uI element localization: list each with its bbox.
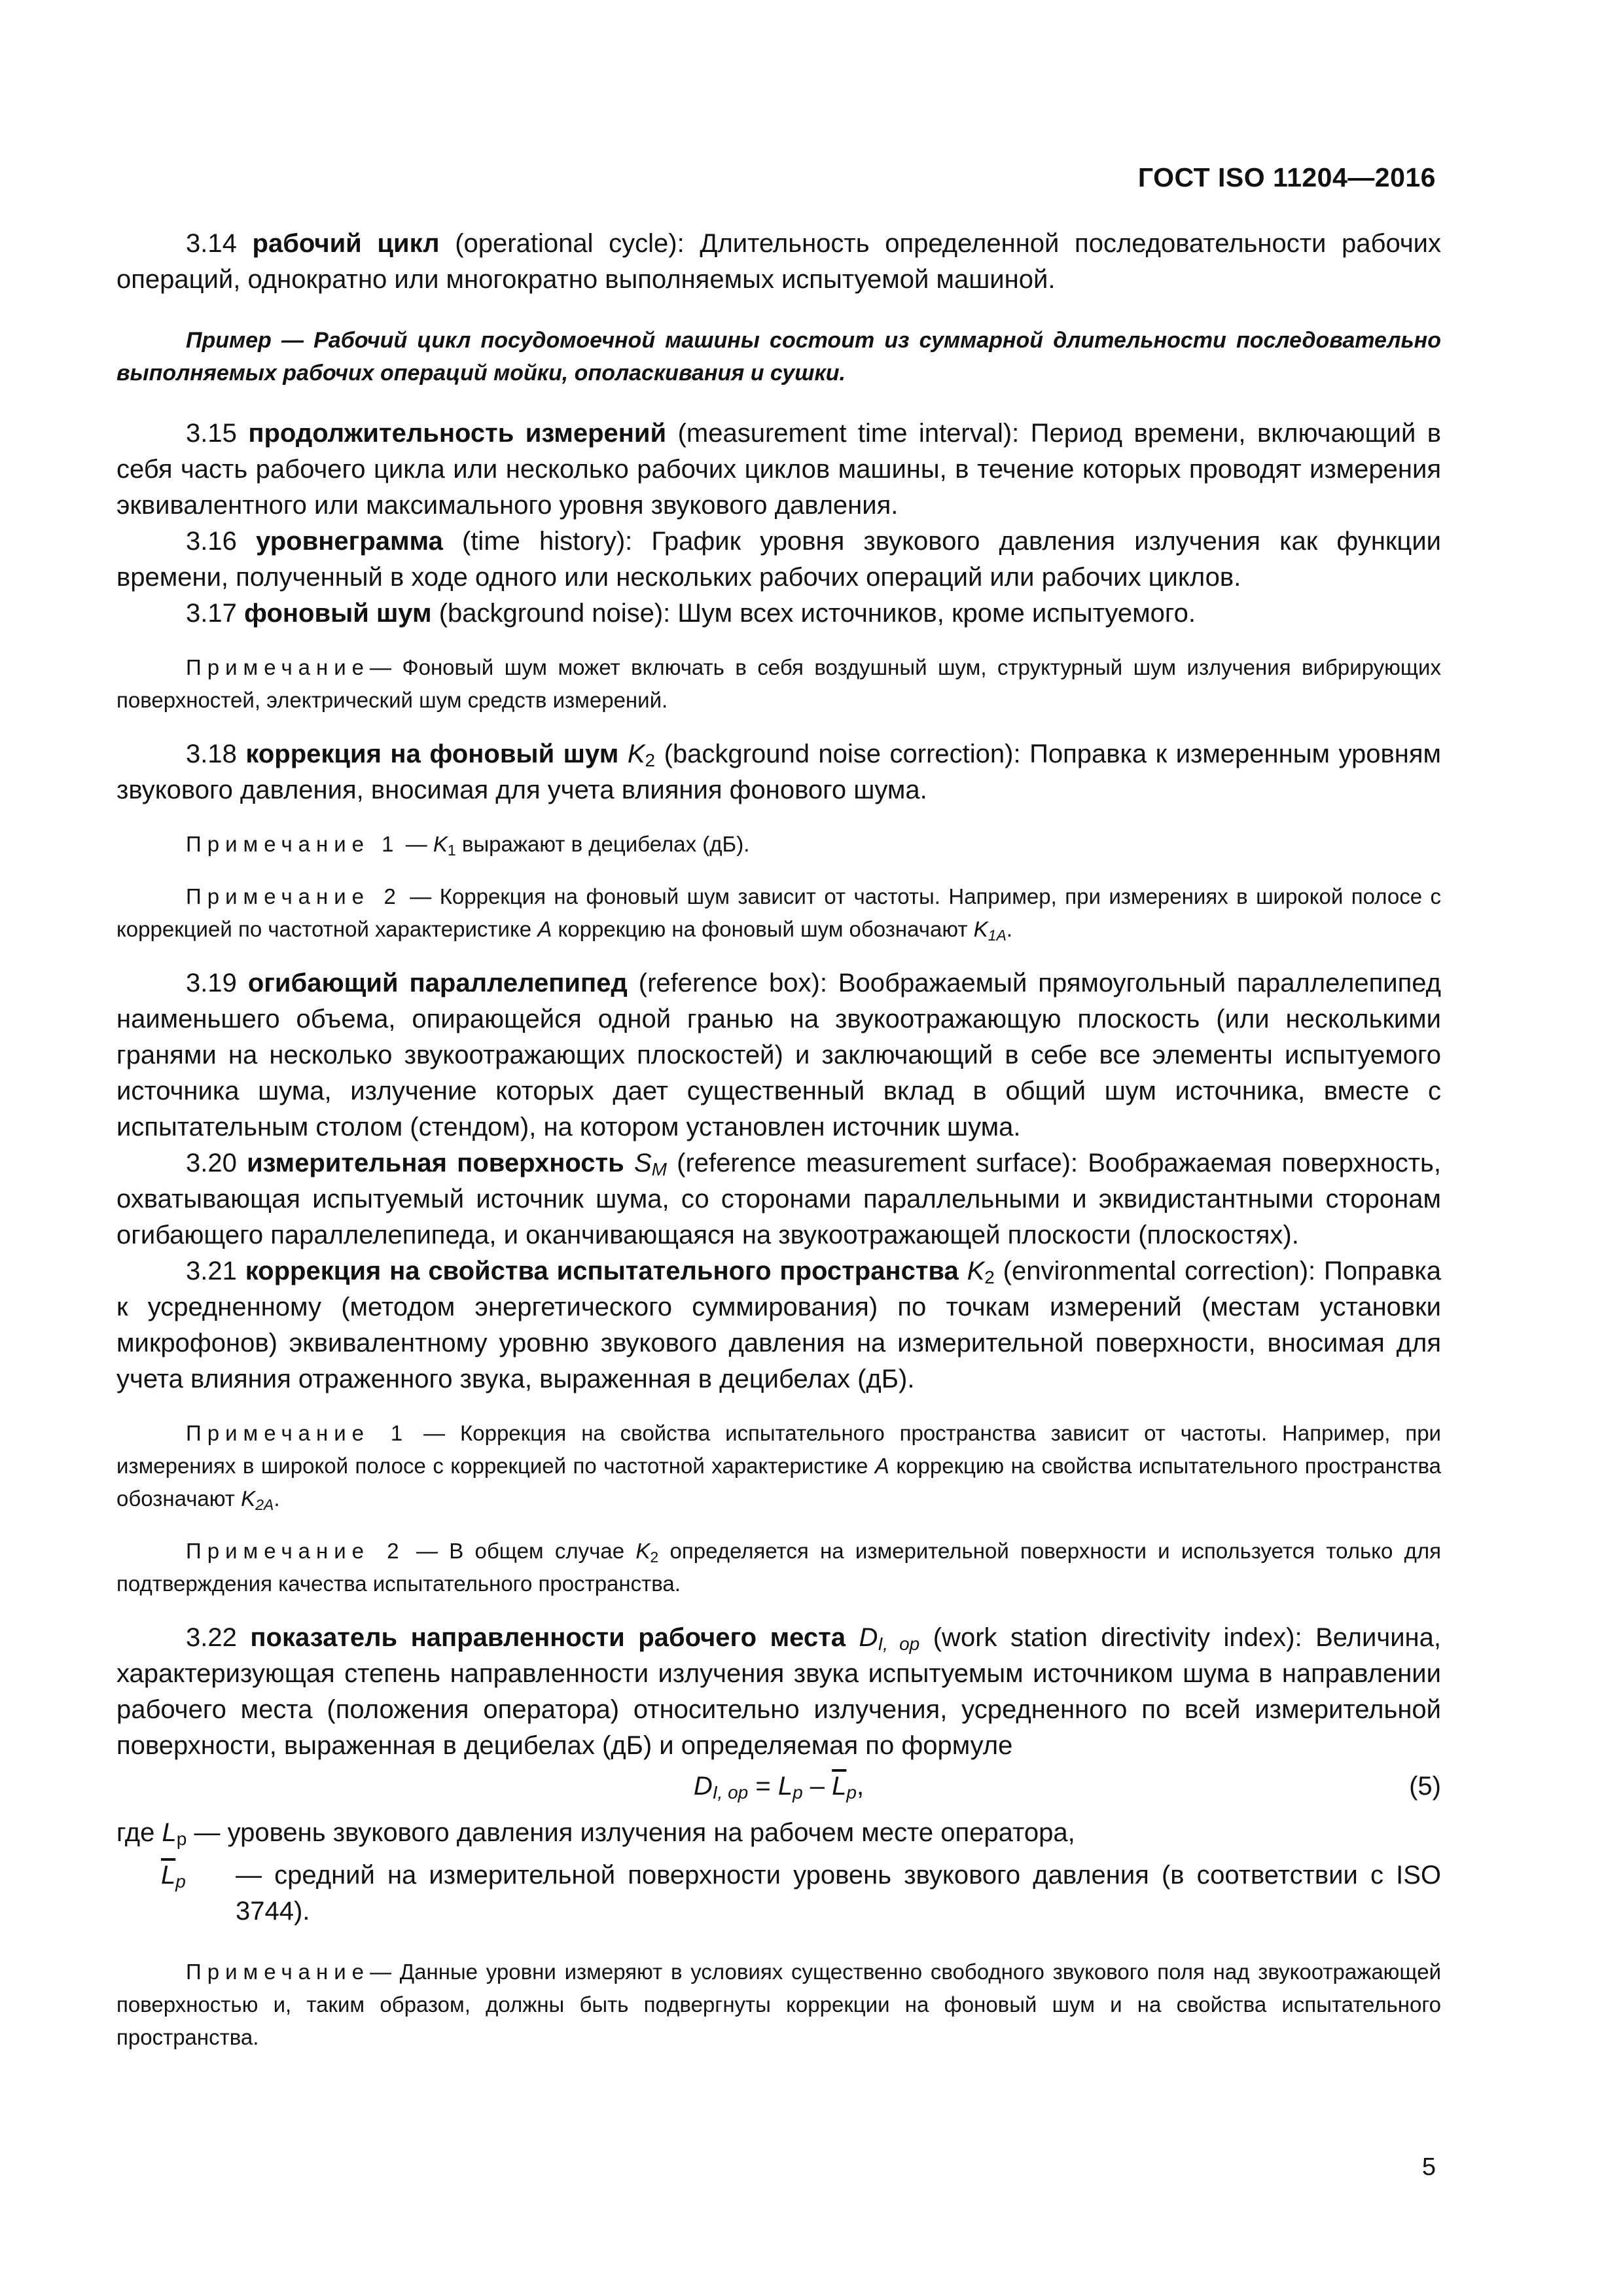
- symbol-subscript: 2: [650, 1549, 659, 1566]
- clause-term: показатель направленности рабочего места: [250, 1623, 846, 1652]
- clause-text: (environmental correction): Поправка к усредненному (методом энергетического суммирования) по точкам измерений (местам установки микрофонов) эквивалентному уровню звукового давления на измерительной поверхности, вносимая для учета влияния отраженного звука, выраженная в децибелах (дБ).: [116, 1257, 1441, 1393]
- formula-subscript: p: [846, 1782, 857, 1803]
- formula-symbol: $\overline{L}$: [161, 1861, 176, 1890]
- note-label: Примечание 2: [186, 1539, 405, 1563]
- symbol-subscript: 2: [984, 1267, 995, 1287]
- clause-3-16: [116, 524, 1441, 596]
- where-prefix: где: [116, 1818, 155, 1847]
- clause-text: (operational cycle): Длительность определенной последовательности рабочих операций, однократно или многократно выполняемых испытуемой машиной.: [116, 229, 1441, 294]
- symbol: K: [973, 917, 988, 941]
- clause-term: огибающий параллелепипед: [247, 969, 628, 997]
- note-text: — В общем случае: [416, 1539, 625, 1563]
- note-text: .: [1006, 917, 1013, 941]
- clause-number: 3.19: [186, 969, 237, 997]
- clause-term: фоновый шум: [243, 599, 432, 628]
- formula-operator: –: [802, 1772, 832, 1801]
- note-text: выражают в децибелах (дБ).: [461, 832, 750, 856]
- clause-number: 3.15: [186, 419, 237, 448]
- clause-text: (work station directivity index): Величина, характеризующая степень направленности излучения звука испытуемым источником шума в направлении рабочего места (положения оператора) относительно излучения, усредненного по всей измерительной поверхности, выраженная в децибелах (дБ) и определяемая по формуле: [116, 1623, 1442, 1760]
- formula-subscript: p: [175, 1871, 186, 1892]
- symbol-subscript: 1A: [988, 927, 1007, 944]
- symbol: A: [537, 917, 552, 941]
- clause-term: рабочий цикл: [252, 229, 440, 258]
- note-text: коррекцию на фоновый шум обозначают: [558, 917, 968, 941]
- clause-number: 3.21: [186, 1257, 237, 1285]
- formula-symbol: D: [693, 1772, 713, 1801]
- where-description: — средний на измерительной поверхности уровень звукового давления (в соответствии с ISO 3744).: [236, 1861, 1441, 1926]
- clause-3-20: [116, 1145, 1441, 1253]
- symbol: D: [859, 1623, 878, 1652]
- note-3-17: [116, 651, 1441, 717]
- clause-term: продолжительность измерений: [248, 419, 667, 448]
- formula-number: (5): [1409, 1772, 1441, 1801]
- clause-3-19: [116, 965, 1441, 1145]
- where-description: — уровень звукового давления излучения на рабочем месте оператора,: [194, 1818, 1075, 1847]
- formula-subscript: p: [793, 1782, 803, 1803]
- symbol: K: [627, 740, 645, 768]
- formula-symbol: L: [777, 1772, 793, 1801]
- clause-text: (background noise): Шум всех источников, кроме испытуемого.: [438, 599, 1196, 628]
- note-label: Примечание 1: [186, 1421, 409, 1445]
- clause-number: 3.20: [186, 1149, 237, 1177]
- symbol: A: [874, 1454, 889, 1478]
- clause-text: (measurement time interval): Период времени, включающий в себя часть рабочего цикла или несколько рабочих циклов машины, в течение которых проводят измерения эквивалентного или максимального уровня звукового давления.: [116, 419, 1441, 520]
- note-text: определяется на измерительной поверхности и используется только для подтверждения качества испытательного пространства.: [116, 1539, 1441, 1596]
- clause-text: (time history): График уровня звукового давления излучения как функции времени, полученный в ходе одного или нескольких рабочих операций или рабочих циклов.: [116, 527, 1442, 592]
- clause-term: уровнеграмма: [256, 527, 443, 556]
- symbol: K: [241, 1486, 256, 1511]
- note-3-21-2: [116, 1535, 1441, 1600]
- note-3-18-2: [116, 880, 1441, 946]
- where-line-2: [116, 1857, 1441, 1929]
- clause-3-18: [116, 736, 1441, 808]
- where-line-1: [116, 1815, 1441, 1851]
- symbol: K: [967, 1257, 985, 1285]
- clause-3-22: [116, 1620, 1441, 1764]
- note-label: Примечание 2: [186, 884, 402, 908]
- formula-5: [116, 1764, 1441, 1815]
- note-label: Примечание 1: [186, 832, 400, 856]
- symbol-subscript: 1: [447, 842, 456, 859]
- symbol-subscript: 2A: [255, 1496, 274, 1513]
- clause-number: 3.16: [186, 527, 237, 556]
- formula-symbol: $\overline{L}$: [832, 1772, 847, 1801]
- clause-number: 3.14: [186, 229, 237, 258]
- document-header: ГОСТ ISO 11204—2016: [1137, 162, 1436, 192]
- note-text: — Фоновый шум может включать в себя воздушный шум, структурный шум излучения вибрирующих поверхностей, электрический шум средств измерений.: [116, 655, 1441, 712]
- note-3-21-1: [116, 1417, 1441, 1515]
- formula-expression: [116, 1767, 1441, 1806]
- symbol: K: [433, 832, 448, 856]
- symbol: K: [635, 1539, 651, 1563]
- note-label: Примечание: [186, 1960, 370, 1984]
- page-number: 5: [1421, 2153, 1436, 2181]
- formula-subscript: I, op: [712, 1782, 749, 1803]
- formula-subscript: p: [176, 1829, 187, 1849]
- document-content: [116, 226, 1441, 2054]
- formula-operator: ,: [856, 1772, 865, 1801]
- symbol-subscript: 2: [645, 750, 656, 770]
- note-text: — Данные уровни измеряют в условиях существенно свободного звукового поля над звукоотражающей поверхностью и, таким образом, должны быть подвергнуты коррекции на фоновый шум и на свойства испытательного пространства.: [116, 1960, 1441, 2049]
- symbol-subscript: M: [651, 1159, 667, 1179]
- note-3-18-1: [116, 828, 1441, 861]
- example-note: Пример — Рабочий цикл посудомоечной машины состоит из суммарной длительности последовательно выполняемых рабочих операций мойки, ополаскивания и сушки.: [116, 328, 1441, 386]
- clause-term: коррекция на свойства испытательного пространства: [245, 1257, 959, 1285]
- where-symbol: [116, 1857, 236, 1929]
- formula-operator: =: [748, 1772, 778, 1801]
- clause-number: 3.18: [186, 740, 237, 768]
- clause-3-21: [116, 1253, 1441, 1397]
- note-3-22: [116, 1956, 1441, 2054]
- symbol: S: [633, 1149, 652, 1177]
- clause-number: 3.17: [186, 599, 237, 628]
- note-text: коррекцию на свойства испытательного пространства обозначают: [116, 1454, 1442, 1511]
- note-text: — Коррекция на свойства испытательного пространства зависит от частоты. Например, при измерениях в широкой полосе с коррекцией по частотной характеристике: [116, 1421, 1441, 1478]
- clause-term: измерительная поверхность: [247, 1149, 624, 1177]
- clause-term: коррекция на фоновый шум: [245, 740, 619, 768]
- clause-3-17: [116, 596, 1441, 632]
- clause-3-14: [116, 226, 1441, 298]
- clause-number: 3.22: [186, 1623, 237, 1652]
- clause-text: (reference box): Воображаемый прямоугольный параллелепипед наименьшего объема, опирающейся одной гранью на звукоотражающую плоскость (или несколькими гранями на несколько звукоотражающих плоскостей) и заключающий в себе все элементы испытуемого источника шума, излучение которых дает существенный вклад в общий шум источника, вместе с испытательным столом (стендом), на котором установлен источник шума.: [116, 969, 1441, 1141]
- note-dash: —: [405, 832, 427, 856]
- note-text: — Коррекция на фоновый шум зависит от частоты. Например, при измерениях в широкой полосе с коррекцией по частотной характеристике: [116, 884, 1441, 941]
- clause-text: (background noise correction): Поправка к измеренным уровням звукового давления, вносимая для учета влияния фонового шума.: [116, 740, 1441, 804]
- symbol-subscript: I, op: [878, 1634, 920, 1654]
- clause-3-15: [116, 416, 1441, 524]
- note-text: .: [274, 1486, 280, 1511]
- formula-symbol: L: [162, 1818, 177, 1847]
- note-label: Примечание: [186, 655, 370, 679]
- clause-text: (reference measurement surface): Воображаемая поверхность, охватывающая испытуемый источник шума, со сторонами параллельными и эквидистантными сторонам огибающего параллелепипеда, и оканчивающаяся на звукоотражающей плоскости (плоскостях).: [116, 1149, 1441, 1249]
